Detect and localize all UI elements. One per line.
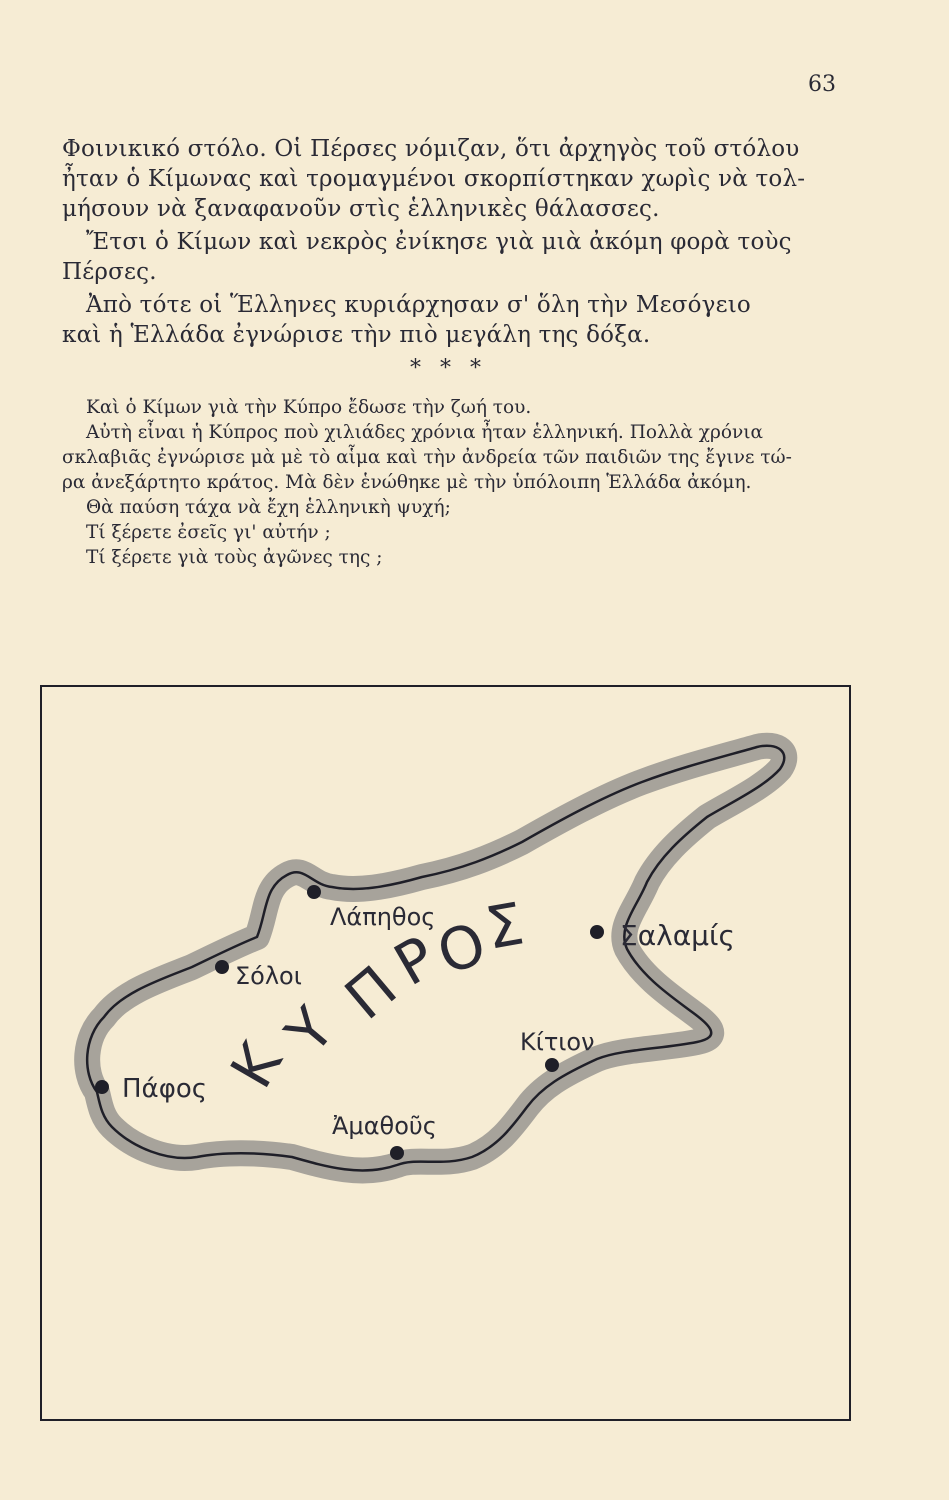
city-label: Κίτιον [520, 1028, 595, 1056]
text-line: Πέρσες. [62, 259, 157, 285]
text-line: μήσουν νὰ ξαναφανοῦν στὶς ἑλληνικὲς θάλασσες. [62, 196, 660, 222]
text-line: Ἔτσι ὁ Κίμων καὶ νεκρὸς ἐνίκησε γιὰ μιὰ ἀκόμη φορὰ τοὺς [86, 229, 792, 255]
island-letter: Υ [272, 995, 348, 1066]
paragraph-3 [62, 290, 842, 350]
city-marker [307, 885, 321, 899]
city-marker [590, 925, 604, 939]
text-line: Αὐτὴ εἶναι ἡ Κύπρος ποὺ χιλιάδες χρόνια ἦταν ἑλληνική. Πολλὰ χρόνια [86, 422, 764, 443]
island-letter: Σ [480, 889, 529, 963]
section-separator: * * * [410, 356, 487, 381]
text-line: Ἀπὸ τότε οἱ Ἕλληνες κυριάρχησαν σ' ὅλη τὴν Μεσόγειο [86, 292, 751, 318]
paragraph-2 [62, 227, 842, 287]
city-marker [545, 1058, 559, 1072]
text-line: ἦταν ὁ Κίμωνας καὶ τρομαγμένοι σκορπίστηκαν χωρὶς νὰ τολ- [62, 166, 806, 192]
paragraph-1 [62, 134, 842, 224]
city-marker [390, 1146, 404, 1160]
text-line: Φοινικικό στόλο. Οἱ Πέρσες νόμιζαν, ὅτι ἀρχηγὸς τοῦ στόλου [62, 136, 800, 162]
coast-halo [87, 746, 784, 1171]
city-marker [95, 1080, 109, 1094]
cyprus-map [40, 685, 851, 1421]
text-line: Τί ξέρετε ἐσεῖς γι' αὐτήν ; [86, 522, 331, 543]
island-letter: Κ [217, 1032, 296, 1099]
city-label: Σαλαμίς [620, 919, 735, 952]
city-label: Ἀμαθοῦς [332, 1112, 437, 1140]
island-letter: Π [332, 952, 410, 1033]
city-marker [215, 960, 229, 974]
city-soloi [215, 960, 302, 990]
text-line: Τί ξέρετε γιὰ τοὺς ἀγῶνες της ; [86, 547, 383, 568]
text-line: Καὶ ὁ Κίμων γιὰ τὴν Κύπρο ἔδωσε τὴν ζωή του. [86, 397, 532, 418]
city-label: Σόλοι [235, 962, 302, 990]
text-line: καὶ ἡ Ἑλλάδα ἐγνώρισε τὴν πιὸ μεγάλη της δόξα. [62, 322, 651, 348]
text-line: Θὰ παύση τάχα νὰ ἔχη ἑλληνικὴ ψυχή; [86, 497, 451, 518]
cyprus-map-drawing [42, 687, 849, 1419]
city-label: Λάπηθος [330, 903, 436, 931]
closing-paragraph [62, 395, 862, 570]
island-letter: Ο [428, 908, 495, 989]
text-line: σκλαβιᾶς ἐγνώρισε μὰ μὲ τὸ αἷμα καὶ τὴν ἀνδρεία τῶν παιδιῶν της ἔγινε τώ- [62, 447, 792, 468]
page-number: 63 [808, 72, 836, 97]
island-letter: Ρ [383, 922, 448, 1000]
text-line: ρα ἀνεξάρτητο κράτος. Μὰ δὲν ἑνώθηκε μὲ τὴν ὑπόλοιπη Ἑλλάδα ἀκόμη. [62, 472, 752, 493]
city-label: Πάφος [122, 1074, 208, 1104]
